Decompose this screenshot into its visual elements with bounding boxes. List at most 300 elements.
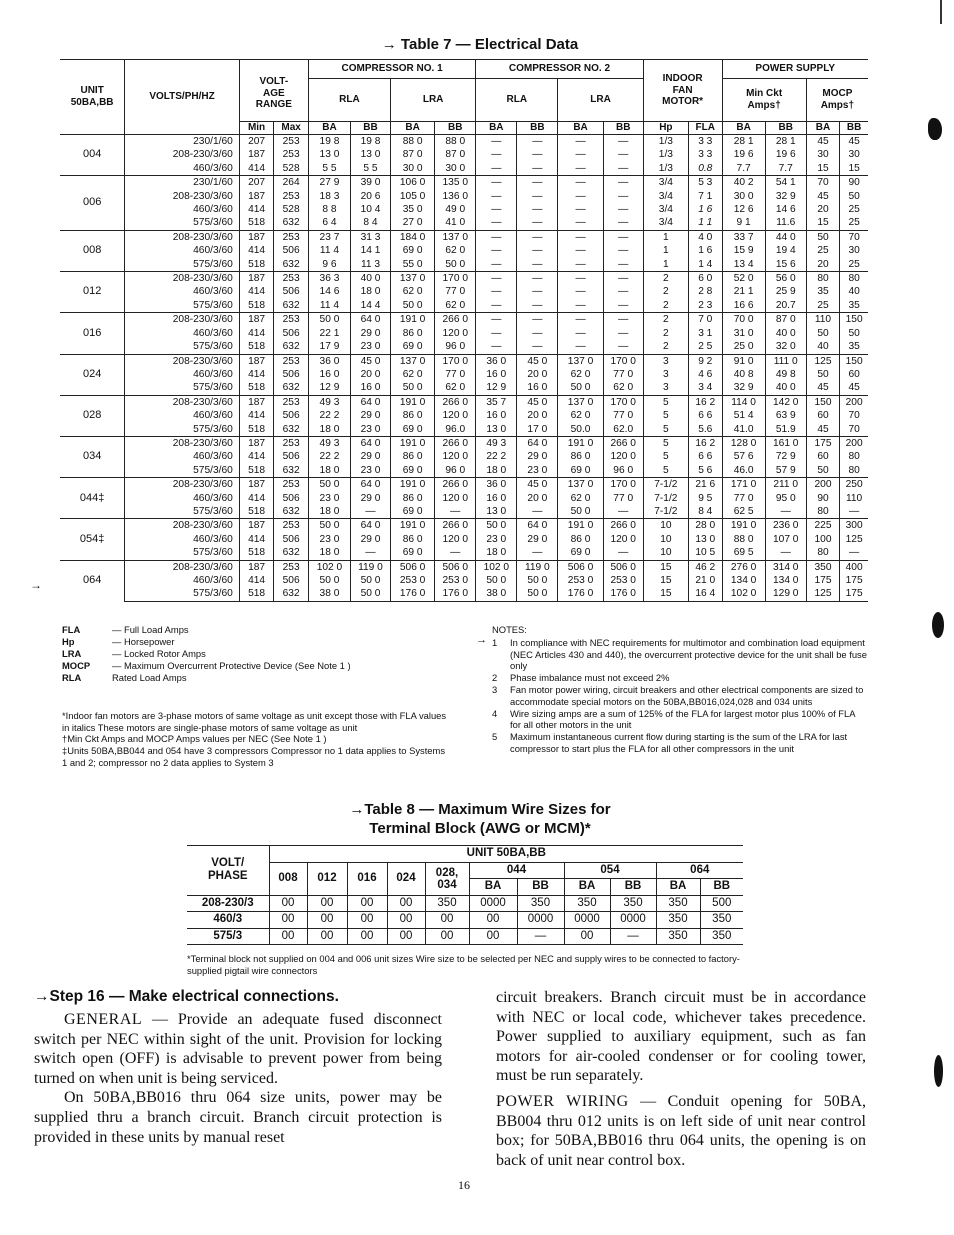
table-cell: — (603, 176, 643, 190)
legend-abbr: FLA (62, 624, 81, 635)
table-cell: 187 (239, 560, 274, 574)
table-cell: 1/3 (643, 162, 688, 176)
table-cell: — (517, 216, 558, 230)
wire-size-cell: 00 (469, 928, 517, 945)
table-cell: 11.6 (765, 216, 806, 230)
wire-size-cell: 00 (469, 912, 517, 929)
table-cell: 208-230/3/60 (125, 230, 239, 244)
table-cell: 506 (274, 368, 309, 381)
table-cell: 414 (239, 203, 274, 216)
wire-size-cell: 350 (564, 895, 610, 912)
table-cell: 20 (806, 203, 839, 216)
table-cell: 29 0 (517, 450, 558, 463)
table-cell: 5.6 (689, 423, 722, 437)
table-cell: 60 (840, 368, 868, 381)
table-cell: 77 0 (603, 492, 643, 505)
table-cell: 314 0 (765, 560, 806, 574)
sub-header: BA (469, 879, 517, 896)
table-cell: 55 0 (390, 258, 434, 272)
table-cell: — (603, 299, 643, 313)
table-cell: — (351, 505, 391, 519)
table-cell: 87 0 (765, 313, 806, 327)
sub-header: BA (806, 122, 839, 135)
table-cell: 632 (274, 587, 309, 601)
compressor1-header: COMPRESSOR NO. 1 (308, 60, 475, 79)
table-cell: 95 0 (765, 492, 806, 505)
table-cell: 3/4 (643, 176, 688, 190)
sub-header: BB (517, 879, 564, 896)
table-cell: 40 0 (351, 272, 391, 286)
table-cell: — (476, 135, 517, 149)
table-cell: 208-230/3/60 (125, 519, 239, 533)
unit-size-cell: 064 (60, 560, 125, 601)
table-cell: 460/3/60 (125, 244, 239, 257)
table-cell: 414 (239, 492, 274, 505)
table-cell: 253 (274, 313, 309, 327)
table-cell: 60 (806, 450, 839, 463)
table-cell: 88 0 (435, 135, 476, 149)
table-cell: 253 0 (435, 574, 476, 587)
table-cell: 506 (274, 574, 309, 587)
table-cell: 2 (643, 313, 688, 327)
table-cell: 30 (806, 148, 839, 161)
note-number: 3 (492, 683, 498, 695)
table-cell: 5 (643, 464, 688, 478)
table-cell: 175 (806, 574, 839, 587)
table-row (60, 409, 868, 422)
table-cell: 18 0 (308, 464, 350, 478)
table-cell: 51 4 (722, 409, 765, 422)
table-cell: 11 4 (308, 244, 350, 257)
abbreviations-legend (62, 624, 462, 684)
table-cell: 5 (643, 423, 688, 437)
table-cell: 191 0 (558, 436, 603, 450)
table-cell: 6 6 (689, 409, 722, 422)
volt-phase-header: VOLT/ PHASE (187, 846, 269, 896)
col-header: 012 (307, 862, 347, 895)
sub-header: BB (765, 122, 806, 135)
unit-size-cell: 024 (60, 354, 125, 395)
table-cell: 14 6 (308, 285, 350, 298)
table-cell: 25 (840, 216, 868, 230)
wire-size-cell: 00 (564, 928, 610, 945)
table-row (60, 340, 868, 354)
unit-size-cell: 044‡ (60, 478, 125, 519)
wire-size-cell: 00 (347, 895, 387, 912)
table-cell: 44 0 (765, 230, 806, 244)
table-cell: 50 0 (558, 381, 603, 395)
wire-size-cell: 00 (425, 928, 469, 945)
table-cell: 2 (643, 272, 688, 286)
table-cell: 35 7 (476, 395, 517, 409)
table-cell: 30 (840, 244, 868, 257)
table-cell: 102 0 (476, 560, 517, 574)
table-cell: 176 0 (558, 587, 603, 601)
table-cell: 62 0 (558, 368, 603, 381)
table-cell: 11 4 (308, 299, 350, 313)
table-cell: 50 (806, 464, 839, 478)
table-cell: 414 (239, 244, 274, 257)
table-cell: 150 (840, 354, 868, 368)
table-cell: 20 0 (517, 368, 558, 381)
unit-size-cell: 012 (60, 272, 125, 313)
table-cell: 69 0 (390, 423, 434, 437)
table-cell: 18 3 (308, 190, 350, 203)
table-cell: 13 0 (476, 505, 517, 519)
table-cell: 3/4 (643, 203, 688, 216)
table-cell: 30 0 (722, 190, 765, 203)
legend-abbr: LRA (62, 648, 82, 659)
table-cell: 187 (239, 230, 274, 244)
table-cell: 50 (840, 190, 868, 203)
table-cell: 20 0 (517, 492, 558, 505)
table-cell: 266 0 (435, 519, 476, 533)
note-item (492, 708, 868, 732)
table-row (60, 478, 868, 492)
table-cell: 460/3/60 (125, 285, 239, 298)
table-cell: 32 9 (765, 190, 806, 203)
table-cell: 80 (840, 464, 868, 478)
fan-motor-header: INDOOR FAN MOTOR* (643, 60, 722, 122)
table-cell: 50 0 (476, 574, 517, 587)
table-cell: 170 0 (603, 478, 643, 492)
table-cell: 632 (274, 299, 309, 313)
table-cell: 9 5 (689, 492, 722, 505)
table-cell: 69 5 (722, 546, 765, 560)
table-row (60, 272, 868, 286)
table-cell: 50 (806, 368, 839, 381)
table-cell: — (603, 216, 643, 230)
table-cell: 170 0 (435, 354, 476, 368)
sub-header: BB (603, 122, 643, 135)
table-cell: 9 2 (689, 354, 722, 368)
table-cell: 528 (274, 203, 309, 216)
table-cell: 13 0 (308, 148, 350, 161)
table-cell: 171 0 (722, 478, 765, 492)
table-row (60, 299, 868, 313)
table-cell: 134 0 (722, 574, 765, 587)
legend-item (62, 624, 462, 636)
revision-arrow-icon: → (349, 801, 365, 818)
table-cell: 64 0 (351, 519, 391, 533)
table-cell: 2 (643, 327, 688, 340)
table-row (60, 244, 868, 257)
table-cell: 87 0 (390, 148, 434, 161)
table-cell: 16 6 (722, 299, 765, 313)
wire-size-cell: 00 (307, 928, 347, 945)
table-cell: 49 8 (765, 368, 806, 381)
table-cell: 5 3 (689, 176, 722, 190)
table-cell: 45 (806, 190, 839, 203)
comp1-rla-header: RLA (308, 79, 390, 122)
table-cell: 25 9 (765, 285, 806, 298)
table7-notes (492, 624, 868, 755)
table-cell: 253 (274, 395, 309, 409)
table-cell: 460/3/60 (125, 533, 239, 546)
table-cell: 9 1 (722, 216, 765, 230)
wire-size-cell: 350 (610, 895, 656, 912)
table-cell: 50 0 (308, 519, 350, 533)
table-cell: 5 6 (689, 464, 722, 478)
table-cell: — (517, 340, 558, 354)
table-cell: 400 (840, 560, 868, 574)
table-cell: 25 (840, 203, 868, 216)
edge-mark (940, 0, 942, 24)
table-cell: 36 0 (476, 478, 517, 492)
table-cell: 170 0 (603, 395, 643, 409)
table-cell: 253 (274, 135, 309, 149)
table-cell: 10 (643, 533, 688, 546)
table-cell: 460/3/60 (125, 574, 239, 587)
table-row (60, 148, 868, 161)
table-cell: 62 0 (435, 299, 476, 313)
table8-footnote: *Terminal block not supplied on 004 and 006 unit sizes Wire size to be selected per NEC and supply wires to be connected to factory-supplied pigtail wire connectors (187, 953, 740, 976)
table-cell: 3 (643, 368, 688, 381)
table-cell: 27 0 (390, 216, 434, 230)
table-cell: — (517, 505, 558, 519)
table-cell: 3/4 (643, 190, 688, 203)
table-cell: 632 (274, 381, 309, 395)
unit-size-cell: 006 (60, 176, 125, 231)
table-cell: 96.0 (435, 423, 476, 437)
table-cell: — (558, 162, 603, 176)
table-cell: 506 0 (558, 560, 603, 574)
table-cell: 208-230/3/60 (125, 395, 239, 409)
table-cell: 49 3 (308, 395, 350, 409)
table-cell: 18 0 (476, 546, 517, 560)
table-cell: 16 0 (476, 409, 517, 422)
table-cell: 20 0 (517, 409, 558, 422)
volts-header: VOLTS/PH/HZ (125, 60, 239, 135)
wire-size-cell: 350 (700, 912, 743, 929)
unit-header: UNIT 50BA,BB (60, 60, 125, 135)
table-cell: — (603, 327, 643, 340)
table-cell: 1 4 (689, 258, 722, 272)
table-cell: 208-230/3/60 (125, 148, 239, 161)
table-cell: — (517, 135, 558, 149)
revision-arrow-icon: → (34, 988, 50, 1005)
table-cell: — (517, 272, 558, 286)
table-cell: 253 (274, 230, 309, 244)
table-cell: 135 0 (435, 176, 476, 190)
table-cell: 22 2 (308, 450, 350, 463)
table-cell: 15 9 (722, 244, 765, 257)
table-cell: 41 0 (435, 216, 476, 230)
table-cell: 414 (239, 162, 274, 176)
table-cell: 632 (274, 216, 309, 230)
table-cell: 64 0 (351, 436, 391, 450)
table-cell: 3 (643, 381, 688, 395)
sub-header: BA (308, 122, 350, 135)
table-cell: — (476, 299, 517, 313)
table-cell: 107 0 (765, 533, 806, 546)
group-header: 044 (469, 862, 564, 879)
table-cell: 29 0 (351, 492, 391, 505)
table-cell: 70 0 (722, 313, 765, 327)
table-cell: 187 (239, 478, 274, 492)
table-cell: 518 (239, 464, 274, 478)
table-cell: 88 0 (722, 533, 765, 546)
table-cell: — (603, 313, 643, 327)
table-cell: 2 3 (689, 299, 722, 313)
table-cell: 22 2 (308, 409, 350, 422)
table-cell: 36 3 (308, 272, 350, 286)
table-cell: — (558, 216, 603, 230)
table-cell: 506 0 (435, 560, 476, 574)
table-cell: 7.7 (722, 162, 765, 176)
table-cell: 3 3 (689, 148, 722, 161)
binder-hole-mark (932, 612, 944, 638)
table-cell: 191 0 (390, 519, 434, 533)
table-cell: 2 5 (689, 340, 722, 354)
note-text: Phase imbalance must not exceed 2% (510, 672, 670, 684)
table-cell: 25 (806, 299, 839, 313)
table-row (60, 285, 868, 298)
table-cell: 69 0 (558, 464, 603, 478)
table-cell: 253 (274, 560, 309, 574)
table-row (187, 928, 743, 945)
table-cell: 15 (840, 162, 868, 176)
table-cell: 10 5 (689, 546, 722, 560)
table-cell: 632 (274, 464, 309, 478)
table-cell: 19 8 (351, 135, 391, 149)
table-cell: 96 0 (435, 464, 476, 478)
table-cell: — (558, 340, 603, 354)
wire-size-cell: 350 (425, 895, 469, 912)
unit-size-cell: 004 (82, 148, 102, 161)
step16-left-column (34, 988, 442, 1147)
table-cell: 22 2 (476, 450, 517, 463)
table-cell: 207 (239, 176, 274, 190)
table-cell: 575/3/60 (125, 587, 239, 601)
table-cell: 32 0 (765, 340, 806, 354)
wire-sizes-table (187, 845, 743, 945)
table-cell: 518 (239, 423, 274, 437)
table-cell: 460/3/60 (125, 450, 239, 463)
table-row (60, 450, 868, 463)
table-cell: 518 (239, 216, 274, 230)
table-cell: 253 (274, 436, 309, 450)
wire-size-cell: 00 (347, 928, 387, 945)
table-cell: 16 0 (476, 368, 517, 381)
table-cell: — (435, 505, 476, 519)
table-cell: — (517, 299, 558, 313)
table-cell: — (558, 148, 603, 161)
wire-size-cell: 00 (387, 928, 425, 945)
table-cell: 17 9 (308, 340, 350, 354)
wire-size-cell: 350 (700, 928, 743, 945)
table-cell: 69 0 (558, 546, 603, 560)
table-cell: 50 0 (308, 478, 350, 492)
sub-header: BB (610, 879, 656, 896)
table-cell: 276 0 (722, 560, 765, 574)
table-cell: 187 (239, 436, 274, 450)
table-cell: 50.0 (558, 423, 603, 437)
table-cell: 49 3 (308, 436, 350, 450)
table-cell: — (351, 546, 391, 560)
table-cell: 35 (840, 299, 868, 313)
table-cell: 7 0 (689, 313, 722, 327)
table-cell: 2 (643, 299, 688, 313)
table-cell: 175 (806, 436, 839, 450)
table-cell: — (765, 505, 806, 519)
table-cell: 460/3/60 (125, 368, 239, 381)
table-cell: 5 (643, 409, 688, 422)
table-cell: 86 0 (390, 450, 434, 463)
table-cell: 176 0 (603, 587, 643, 601)
table-cell: 10 4 (351, 203, 391, 216)
table-cell: — (517, 244, 558, 257)
table-cell: 8 8 (308, 203, 350, 216)
footnote-star: *Indoor fan motors are 3-phase motors of same voltage as unit except those with FLA values in italics These motors are single-phase motors of same voltage as unit (62, 710, 447, 733)
table-row (60, 464, 868, 478)
table-row (60, 395, 868, 409)
table-cell: 86 0 (390, 327, 434, 340)
table-cell: 506 (274, 450, 309, 463)
table-cell: 264 (274, 176, 309, 190)
table-cell: 191 0 (390, 395, 434, 409)
table-cell: 69 0 (390, 505, 434, 519)
table-cell: 120 0 (435, 327, 476, 340)
table-cell: 187 (239, 354, 274, 368)
wire-size-cell: 00 (425, 912, 469, 929)
note-text: Maximum instantaneous current flow during starting is the sum of the LRA for last compressor to start plus the FLA for all other compressors in the unit (510, 731, 848, 754)
table-cell: 575/3/60 (125, 464, 239, 478)
table-cell: — (476, 162, 517, 176)
table-cell: 20 6 (351, 190, 391, 203)
table-cell: 32 9 (722, 381, 765, 395)
table-cell: 200 (840, 436, 868, 450)
general-paragraph: GENERAL — Provide an adequate fused disconnect switch per NEC within sight of the unit. Provision for locking switch open (OFF) is advisable to prevent power from being turned on when unit is being serviced. (34, 1011, 442, 1087)
wire-size-cell: 350 (517, 895, 564, 912)
table-cell: — (603, 190, 643, 203)
table-cell: 7 1 (689, 190, 722, 203)
table-cell: 253 (274, 519, 309, 533)
table-cell: 87 0 (435, 148, 476, 161)
binder-hole-mark (934, 1055, 943, 1087)
table-cell: — (476, 176, 517, 190)
table-cell: 137 0 (390, 272, 434, 286)
note-text: Wire sizing amps are a sum of 125% of the FLA for largest motor plus 100% of FLA for all other motors in the unit (510, 707, 855, 731)
table-cell: 460/3/60 (125, 492, 239, 505)
legend-abbr: MOCP (62, 660, 91, 671)
table-cell: 12 9 (308, 381, 350, 395)
table-cell: 64 0 (517, 436, 558, 450)
compressor2-header: COMPRESSOR NO. 2 (476, 60, 643, 79)
table-cell: 14 1 (351, 244, 391, 257)
table-cell: 38 0 (308, 587, 350, 601)
table-cell: 187 (239, 313, 274, 327)
table-cell: — (476, 327, 517, 340)
wire-size-cell: 0000 (564, 912, 610, 929)
table-cell: 506 (274, 533, 309, 546)
table-cell: 230/1/60 (125, 135, 239, 149)
sub-header: BB (700, 879, 743, 896)
table-cell: 23 0 (351, 340, 391, 354)
table-cell: 70 (840, 423, 868, 437)
table-cell: — (476, 203, 517, 216)
table-cell: 632 (274, 505, 309, 519)
table-cell: 70 (840, 230, 868, 244)
min-header: Min (239, 122, 274, 135)
table-cell: 90 (806, 492, 839, 505)
table-cell: 414 (239, 574, 274, 587)
table-cell: 5 (643, 436, 688, 450)
table-cell: 518 (239, 258, 274, 272)
wire-size-cell: 00 (307, 895, 347, 912)
table-cell: 36 0 (476, 354, 517, 368)
table-cell: 60 (806, 409, 839, 422)
